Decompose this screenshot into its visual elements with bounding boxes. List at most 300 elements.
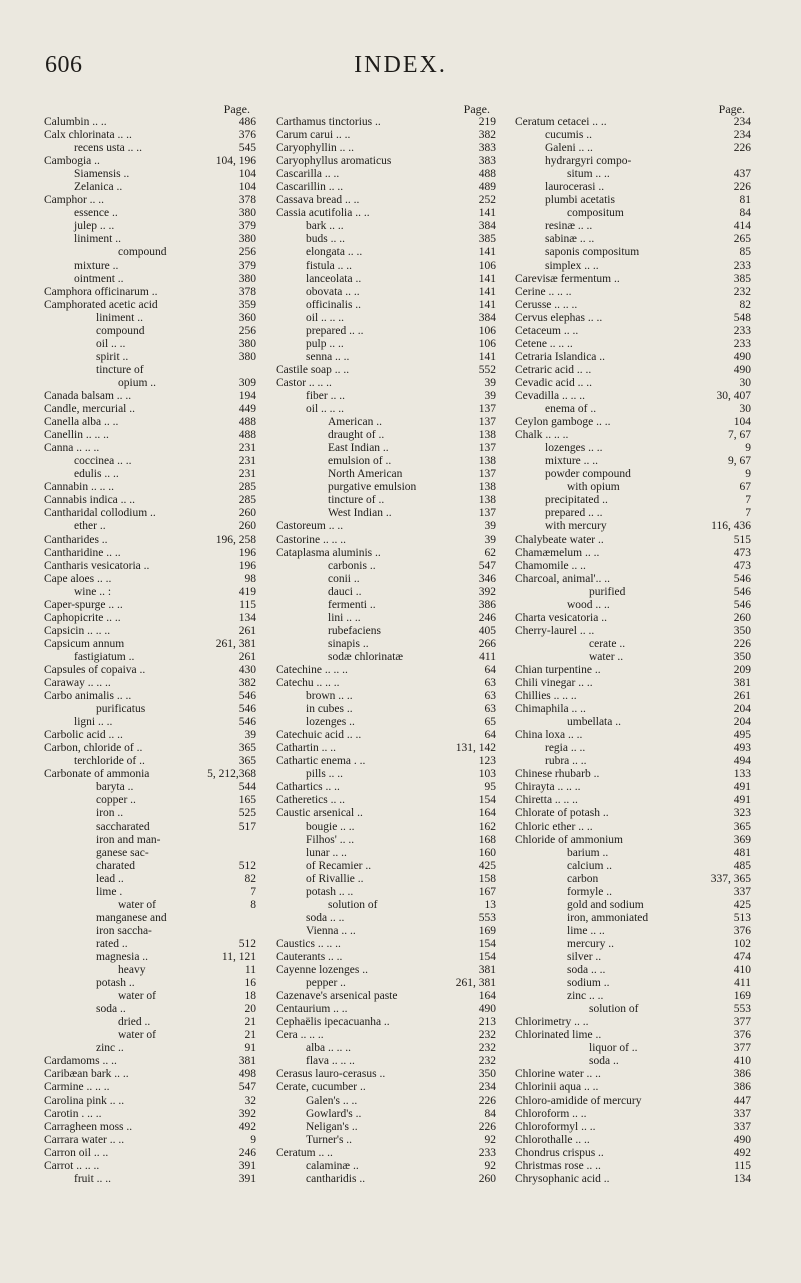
index-term: liniment ..: [96, 311, 143, 324]
index-entry: [276, 886, 496, 899]
index-page-ref: 116, 436: [711, 520, 751, 533]
index-entry: [515, 834, 751, 847]
index-page-ref: 81: [739, 194, 751, 207]
index-term: essence ..: [74, 207, 118, 220]
index-entry: [515, 625, 751, 638]
index-entry: [515, 481, 751, 494]
index-page-ref: 233: [733, 324, 751, 337]
index-entry: [515, 299, 751, 312]
index-page-ref: 546: [733, 598, 751, 611]
index-term: Cerate, cucumber ..: [276, 1081, 366, 1094]
index-term: carbon: [567, 872, 599, 885]
index-term: Cerusse .. .. ..: [515, 298, 578, 311]
index-term: Canada balsam .. ..: [44, 389, 132, 402]
index-term: umbellata ..: [567, 716, 621, 729]
index-entry: [276, 429, 496, 442]
index-term: Cathartin .. ..: [276, 742, 337, 755]
index-term: Caper-spurge .. ..: [44, 598, 123, 611]
index-term: dried ..: [118, 1016, 151, 1029]
index-page-ref: 266: [478, 637, 496, 650]
index-entry: [515, 351, 751, 364]
index-page-ref: 138: [478, 455, 496, 468]
index-page-ref: 430: [238, 663, 256, 676]
index-term: Cetraria Islandica ..: [515, 350, 606, 363]
index-term: lead ..: [96, 872, 124, 885]
index-entry: [44, 990, 256, 1003]
index-entry: [276, 299, 496, 312]
index-term: iron, ammoniated: [567, 911, 649, 924]
index-term: purified: [589, 585, 626, 598]
index-page-ref: 232: [478, 1042, 496, 1055]
index-term: saponis compositum: [545, 246, 640, 259]
index-page-ref: 133: [733, 768, 751, 781]
index-term: Chalybeate water ..: [515, 533, 604, 546]
index-term: Cantharidal collodium ..: [44, 507, 156, 520]
index-page-ref: 379: [238, 259, 256, 272]
index-entry: [276, 925, 496, 938]
index-entry: [44, 129, 256, 142]
index-entry: [44, 625, 256, 638]
index-entry: [44, 429, 256, 442]
index-entry: [276, 116, 496, 129]
index-page-ref: 547: [238, 1081, 256, 1094]
index-entry: [44, 938, 256, 951]
index-term: Chili vinegar .. ..: [515, 677, 593, 690]
index-page-ref: 379: [238, 220, 256, 233]
index-term: wood .. ..: [567, 598, 610, 611]
index-entry: [276, 794, 496, 807]
page-column-label: Page.: [463, 102, 490, 116]
index-page-ref: 169: [733, 990, 751, 1003]
index-column-1: [44, 103, 256, 1186]
index-term: of Rivallie ..: [306, 872, 364, 885]
index-term: rubra .. ..: [545, 755, 587, 768]
index-page-ref: 492: [238, 1120, 256, 1133]
index-entry: [44, 677, 256, 690]
index-entry: [276, 1134, 496, 1147]
index-entry: [44, 442, 256, 455]
index-entry: [44, 468, 256, 481]
index-entry: [276, 129, 496, 142]
index-page-ref: 30, 407: [716, 389, 751, 402]
index-entry: [515, 1121, 751, 1134]
index-term: Castoreum .. ..: [276, 520, 344, 533]
index-entry: [44, 494, 256, 507]
index-entry: [515, 168, 751, 181]
index-entry: [276, 742, 496, 755]
index-page-ref: 381: [733, 677, 751, 690]
index-entry: [44, 142, 256, 155]
index-page-ref: 138: [478, 481, 496, 494]
index-term: oil .. .. ..: [306, 403, 345, 416]
index-page-ref: 63: [484, 690, 496, 703]
index-term: Castorine .. .. ..: [276, 533, 346, 546]
index-page-ref: 323: [733, 807, 751, 820]
index-term: Caustics .. .. ..: [276, 937, 341, 950]
index-term: lime .. ..: [567, 924, 605, 937]
index-page-ref: 383: [478, 155, 496, 168]
index-term: Chloro-amidide of mercury: [515, 1094, 642, 1107]
index-page-ref: 169: [478, 924, 496, 937]
index-entry: [44, 207, 256, 220]
index-page-ref: 376: [238, 129, 256, 142]
index-term: precipitated ..: [545, 494, 608, 507]
index-page-ref: 196: [238, 546, 256, 559]
index-term: Cauterants .. ..: [276, 951, 343, 963]
index-page-ref: 106: [478, 337, 496, 350]
index-page-ref: 419: [238, 585, 256, 598]
index-page-ref: 517: [238, 820, 256, 833]
index-term: rubefaciens: [328, 624, 381, 637]
index-entry: [276, 468, 496, 481]
index-page-ref: 491: [733, 781, 751, 794]
index-term: Chloroformyl .. ..: [515, 1120, 596, 1133]
index-term: wine .. :: [74, 585, 112, 598]
index-page-ref: 9: [745, 442, 751, 455]
index-term: Cathartic enema . ..: [276, 755, 366, 768]
index-term: Cerine .. .. ..: [515, 285, 572, 298]
index-term: enema of ..: [545, 403, 597, 416]
index-entry: [44, 716, 256, 729]
index-entry: [276, 625, 496, 638]
index-entry: [276, 168, 496, 181]
index-term: bark .. ..: [306, 220, 344, 233]
index-entry: [276, 873, 496, 886]
index-entry: [515, 742, 751, 755]
index-entry: [515, 847, 751, 860]
index-term: Canella alba .. ..: [44, 416, 119, 429]
index-page-ref: 65: [484, 716, 496, 729]
index-entry: [276, 403, 496, 416]
index-page-ref: 39: [244, 729, 256, 742]
index-entry: [515, 977, 751, 990]
index-page-ref: 382: [238, 677, 256, 690]
index-term: Chinese rhubarb ..: [515, 768, 600, 781]
index-term: edulis .. ..: [74, 468, 119, 481]
index-entry: [515, 455, 751, 468]
index-entry: [515, 560, 751, 573]
index-page-ref: 377: [733, 1016, 751, 1029]
index-term: iron saccha-: [96, 924, 152, 937]
index-entry: [276, 716, 496, 729]
index-page-ref: 196: [238, 559, 256, 572]
index-term: buds .. ..: [306, 233, 345, 246]
index-entry: [44, 273, 256, 286]
index-entry: [276, 573, 496, 586]
index-term: Carragheen moss ..: [44, 1120, 133, 1133]
index-entry: [515, 547, 751, 560]
index-entry: [276, 860, 496, 873]
index-page-ref: 30: [739, 403, 751, 416]
index-page-ref: 490: [733, 1133, 751, 1146]
index-entry: [276, 1029, 496, 1042]
index-term: fermenti ..: [328, 598, 376, 611]
index-entry: [276, 273, 496, 286]
index-entry: [515, 768, 751, 781]
index-entry: [515, 364, 751, 377]
index-page-ref: 158: [478, 872, 496, 885]
index-page-ref: 233: [733, 337, 751, 350]
index-entry: [44, 847, 256, 860]
index-page-ref: 84: [484, 1107, 496, 1120]
index-entry: [276, 899, 496, 912]
index-entry: [515, 1147, 751, 1160]
index-page-ref: 63: [484, 703, 496, 716]
index-term: Vienna .. ..: [306, 924, 356, 937]
index-entry: [276, 534, 496, 547]
index-term: Chlorinii aqua .. ..: [515, 1081, 599, 1094]
index-page-ref: 67: [739, 481, 751, 494]
index-term: mixture .. ..: [545, 455, 599, 468]
index-page-ref: 204: [733, 703, 751, 716]
index-page-ref: 231: [238, 455, 256, 468]
index-term: Cannabin .. .. ..: [44, 481, 114, 494]
index-entry: [44, 860, 256, 873]
index-entry: [515, 155, 751, 168]
index-entry: [276, 651, 496, 664]
index-entry: [44, 1055, 256, 1068]
index-entry: [515, 964, 751, 977]
index-page-ref: 385: [478, 233, 496, 246]
index-entry: [44, 599, 256, 612]
index-term: carbonis ..: [328, 559, 376, 572]
index-page-ref: 39: [484, 376, 496, 389]
index-term: liquor of ..: [589, 1042, 638, 1055]
index-page-ref: 106: [478, 324, 496, 337]
index-term: Chalk .. .. ..: [515, 429, 569, 442]
index-term: Chondrus crispus ..: [515, 1146, 604, 1159]
index-page-ref: 515: [733, 533, 751, 546]
index-page-ref: 544: [238, 781, 256, 794]
index-entry: [515, 886, 751, 899]
index-term: solution of: [589, 1003, 639, 1016]
index-page-ref: 437: [733, 168, 751, 181]
index-page-ref: 552: [478, 363, 496, 376]
index-page-ref: 265: [733, 233, 751, 246]
index-entry: [44, 338, 256, 351]
index-page-ref: 285: [238, 481, 256, 494]
index-entry: [276, 1147, 496, 1160]
index-page-ref: 84: [739, 207, 751, 220]
index-page-ref: 9, 67: [728, 455, 751, 468]
index-term: Catechuic acid .. ..: [276, 729, 362, 742]
index-term: Christmas rose .. ..: [515, 1159, 601, 1172]
index-term: fistula .. ..: [306, 259, 352, 272]
index-page-ref: 138: [478, 494, 496, 507]
index-page-ref: 411: [734, 977, 751, 990]
index-entry: [44, 1095, 256, 1108]
index-page-ref: 488: [478, 168, 496, 181]
index-entry: [515, 599, 751, 612]
index-term: Chamæmelum .. ..: [515, 546, 600, 559]
index-term: manganese and: [96, 911, 167, 924]
index-page-ref: 260: [478, 1172, 496, 1185]
index-term: Cascarilla .. ..: [276, 168, 340, 181]
index-page-ref: 513: [733, 911, 751, 924]
index-entry: [515, 781, 751, 794]
index-entry: [515, 612, 751, 625]
index-term: simplex .. ..: [545, 259, 599, 272]
index-page-ref: 104, 196: [215, 155, 256, 168]
index-term: powder compound: [545, 468, 631, 481]
index-page-ref: 21: [244, 1016, 256, 1029]
index-page-ref: 386: [478, 598, 496, 611]
index-term: Chian turpentine ..: [515, 663, 601, 676]
index-term: Caphopicrite .. ..: [44, 611, 121, 624]
index-entry: [44, 507, 256, 520]
index-term: Chrysophanic acid ..: [515, 1172, 610, 1185]
index-page-ref: 380: [238, 207, 256, 220]
index-term: Capsicum annum: [44, 637, 125, 650]
index-entry: [276, 768, 496, 781]
running-head: [0, 52, 801, 92]
index-entry: [44, 1068, 256, 1081]
index-page-ref: 39: [484, 520, 496, 533]
index-entry: [44, 1160, 256, 1173]
index-page-ref: 380: [238, 350, 256, 363]
index-page-ref: 141: [478, 272, 496, 285]
index-page-ref: 194: [238, 389, 256, 402]
index-term: Catheretics .. ..: [276, 794, 345, 807]
index-entry: [44, 220, 256, 233]
index-term: Chamomile .. ..: [515, 559, 586, 572]
index-entry: [44, 1134, 256, 1147]
index-page-ref: 85: [739, 246, 751, 259]
index-page-ref: 134: [733, 1172, 751, 1185]
index-term: heavy: [118, 964, 146, 977]
index-column-3: [515, 103, 751, 1186]
index-entry: [515, 181, 751, 194]
index-page-ref: 493: [733, 742, 751, 755]
index-term: Neligan's ..: [306, 1120, 358, 1133]
index-entry: [276, 142, 496, 155]
index-entry: [515, 951, 751, 964]
index-term: Carthamus tinctorius ..: [276, 116, 381, 128]
index-term: Filhos' .. ..: [306, 833, 355, 846]
index-entry: [44, 964, 256, 977]
index-page-ref: 64: [484, 663, 496, 676]
index-page-ref: 154: [478, 794, 496, 807]
index-entry: [276, 338, 496, 351]
index-term: compound: [118, 246, 167, 259]
index-term: Carum carui .. ..: [276, 129, 351, 142]
index-term: Candle, mercurial ..: [44, 403, 136, 416]
index-page-ref: 39: [484, 533, 496, 546]
index-term: mixture ..: [74, 259, 119, 272]
index-entry: [515, 664, 751, 677]
index-entry: [276, 807, 496, 820]
index-term: Carmine .. .. ..: [44, 1081, 110, 1094]
index-entry: [515, 312, 751, 325]
index-entry: [276, 1068, 496, 1081]
index-page-ref: 165: [238, 794, 256, 807]
index-entry: [44, 690, 256, 703]
index-page-ref: 386: [733, 1068, 751, 1081]
index-entry: [515, 325, 751, 338]
index-entry: [44, 246, 256, 259]
index-term: Cevadic acid .. ..: [515, 376, 592, 389]
index-entry: [515, 586, 751, 599]
index-term: Chirayta .. .. ..: [515, 781, 581, 794]
index-term: ether ..: [74, 520, 106, 533]
index-entry: [515, 194, 751, 207]
index-term: Cape aloes .. ..: [44, 572, 112, 585]
index-page-ref: 226: [733, 142, 751, 155]
index-entry: [515, 416, 751, 429]
index-term: cucumis ..: [545, 129, 592, 142]
index-entry: [44, 729, 256, 742]
index-page-ref: 137: [478, 442, 496, 455]
index-page-ref: 261, 381: [215, 637, 256, 650]
index-term: Charcoal, animal'.. ..: [515, 572, 610, 585]
index-term: liniment ..: [74, 233, 121, 246]
index-page-ref: 115: [239, 598, 256, 611]
index-page-ref: 490: [733, 363, 751, 376]
index-entry: [44, 1108, 256, 1121]
index-term: Carevisæ fermentum ..: [515, 272, 620, 285]
index-entry: [44, 742, 256, 755]
index-entry: [44, 520, 256, 533]
index-page-ref: 381: [238, 1055, 256, 1068]
index-page-ref: 380: [238, 272, 256, 285]
index-entry: [276, 690, 496, 703]
index-term: silver ..: [567, 951, 602, 963]
index-term: magnesia ..: [96, 951, 149, 963]
index-entry: [276, 547, 496, 560]
index-page-ref: 137: [478, 468, 496, 481]
index-term: Cevadilla .. .. ..: [515, 389, 585, 402]
index-page-ref: 64: [484, 729, 496, 742]
index-entry: [276, 1055, 496, 1068]
index-entry: [276, 990, 496, 1003]
index-page-ref: 209: [733, 663, 751, 676]
index-entry: [44, 390, 256, 403]
index-term: North American: [328, 468, 403, 481]
index-page-ref: 337: [733, 1107, 751, 1120]
index-page-ref: 495: [733, 729, 751, 742]
index-page-ref: 391: [238, 1172, 256, 1185]
index-term: Capsules of copaiva ..: [44, 663, 146, 676]
index-term: Ceratum .. ..: [276, 1146, 333, 1159]
index-page-ref: 213: [478, 1016, 496, 1029]
index-term: saccharated: [96, 820, 150, 833]
index-page-ref: 553: [478, 911, 496, 924]
index-term: Chlorothalle .. ..: [515, 1133, 590, 1146]
index-page-ref: 246: [238, 1146, 256, 1159]
index-term: Canna .. .. ..: [44, 442, 100, 455]
index-page-ref: 494: [733, 755, 751, 768]
index-entry: [44, 612, 256, 625]
index-page-ref: 485: [733, 859, 751, 872]
index-entry: [515, 1160, 751, 1173]
index-entry: [44, 1081, 256, 1094]
index-term: water of: [118, 1029, 156, 1042]
index-entry: [515, 677, 751, 690]
index-term: baryta ..: [96, 781, 134, 794]
index-entry: [44, 403, 256, 416]
index-entry: [276, 1160, 496, 1173]
index-page-ref: 548: [733, 311, 751, 324]
index-page-ref: 123: [478, 755, 496, 768]
index-term: laurocerasi ..: [545, 181, 605, 194]
index-entry: [515, 429, 751, 442]
index-term: compositum: [567, 207, 624, 220]
index-term: iron ..: [96, 807, 124, 820]
index-page-ref: 350: [478, 1068, 496, 1081]
index-entry: [44, 912, 256, 925]
index-page-ref: 350: [733, 650, 751, 663]
index-entry: [276, 977, 496, 990]
